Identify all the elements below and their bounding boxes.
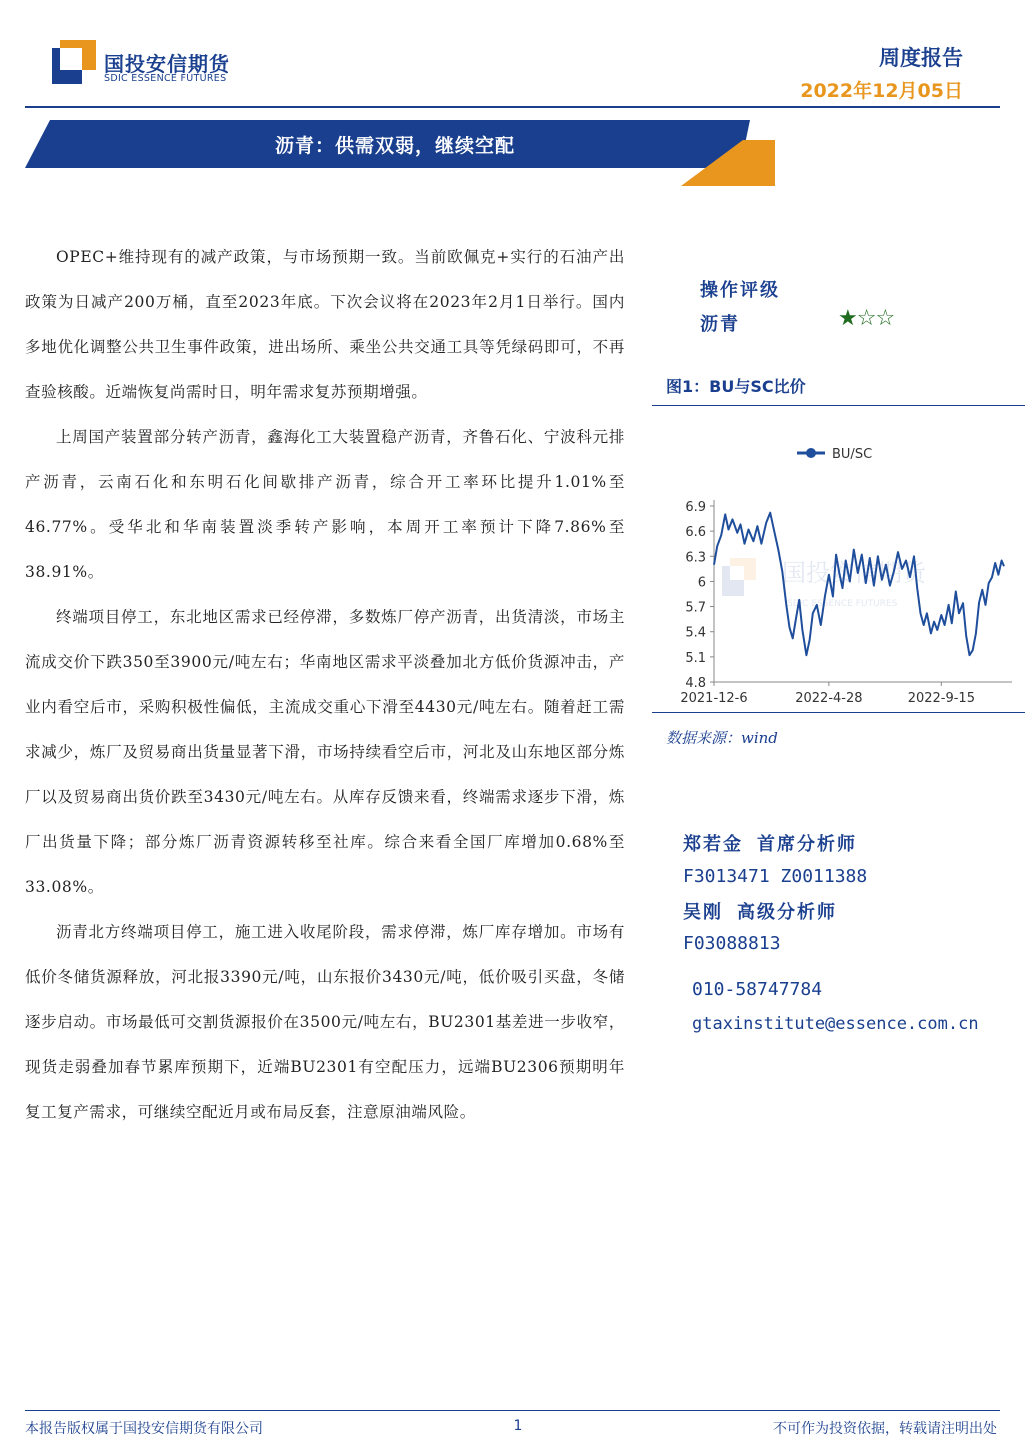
x-tick-label: 2022-4-28 — [795, 691, 863, 706]
body-paragraph: OPEC+维持现有的减产政策，与市场预期一致。当前欧佩克+实行的石油产出政策为日减产200万桶，直至2023年底。下次会议将在2023年2月1日举行。国内多地优化调整公共卫生事件政策，进出场所、乘坐公共交通工具等凭绿码即可，不再查验核酸。近端恢复尚需时日，明年需求复苏预期增强。 — [25, 248, 625, 401]
figure-rule-bottom — [652, 712, 1025, 713]
analyst-2 — [683, 898, 837, 924]
rating-item: 沥青 — [700, 314, 740, 335]
analyst-license: F03088813 — [683, 933, 781, 954]
watermark-text-en: SDIC ESSENCE FUTURES — [787, 599, 898, 609]
contact-email[interactable]: gtaxinstitute@essence.com.cn — [692, 1014, 979, 1034]
y-tick-label: 6 — [697, 575, 706, 591]
figure-title: 图1：BU与SC比价 — [666, 377, 806, 396]
report-body — [25, 235, 625, 1135]
y-tick-label: 5.7 — [685, 600, 706, 616]
y-tick-label: 6.9 — [685, 500, 706, 515]
analyst-role: 高级分析师 — [737, 902, 837, 923]
rating-stars: ★☆☆ — [838, 306, 895, 331]
y-ticks — [685, 500, 714, 691]
analyst-license: F3013471 Z0011388 — [683, 866, 868, 887]
analyst-name: 吴刚 — [683, 902, 723, 923]
y-tick-label: 5.4 — [685, 625, 706, 641]
watermark-text: 国投安信期货 — [782, 559, 926, 587]
body-paragraph: 沥青北方终端项目停工，施工进入收尾阶段，需求停滞，炼厂库存增加。市场有低价冬储货源释放，河北报3390元/吨，山东报价3430元/吨，低价吸引买盘，冬储逐步启动。市场最低可交割货源报价在3500元/吨左右，BU2301基差进一步收窄，现货走弱叠加春节累库预期下，近端BU2301有空配压力，远端BU2306预期明年复工复产需求，可继续空配近月或布局反套，注意原油端风险。 — [25, 923, 625, 1121]
chart-legend — [797, 447, 872, 462]
footer-disclaimer: 不可作为投资依据，转载请注明出处 — [773, 1421, 997, 1437]
x-tick-label: 2022-9-15 — [907, 691, 975, 706]
footer-rule — [25, 1410, 1000, 1411]
company-name-en: SDIC ESSENCE FUTURES — [104, 73, 227, 84]
report-title: 沥青：供需双弱，继续空配 — [274, 135, 515, 157]
report-date: 2022年12月05日 — [800, 80, 963, 102]
body-paragraph: 上周国产装置部分转产沥青，鑫海化工大装置稳产沥青，齐鲁石化、宁波科元排产沥青，云南石化和东明石化间歇排产沥青，综合开工率环比提升1.01%至46.77%。受华北和华南装置淡季转产影响，本周开工率预计下降7.86%至38.91%。 — [25, 428, 625, 581]
y-tick-label: 4.8 — [685, 676, 706, 691]
analyst-role: 首席分析师 — [757, 834, 857, 855]
rating-title: 操作评级 — [700, 280, 780, 301]
bu-sc-ratio-chart — [652, 406, 1025, 712]
report-category: 沥青周报 — [787, 155, 868, 177]
company-logo-icon — [52, 40, 96, 84]
analyst-1 — [683, 830, 857, 856]
x-tick-label: 2021-12-6 — [680, 691, 748, 706]
legend-marker — [806, 448, 816, 458]
page-number: 1 — [513, 1418, 523, 1434]
footer-copyright: 本报告版权属于国投安信期货有限公司 — [25, 1421, 263, 1437]
contact-phone: 010-58747784 — [692, 979, 823, 1000]
y-tick-label: 5.1 — [685, 650, 706, 666]
x-ticks — [680, 682, 975, 706]
legend-label: BU/SC — [832, 447, 873, 462]
y-tick-label: 6.3 — [685, 550, 706, 566]
body-paragraph: 终端项目停工，东北地区需求已经停滞，多数炼厂停产沥青，出货清淡，市场主流成交价下跌350至3900元/吨左右；华南地区需求平淡叠加北方低价货源冲击，产业内看空后市，采购积极性偏低，主流成交重心下滑至4430元/吨左右。随着赶工需求减少，炼厂及贸易商出货量显著下滑，市场持续看空后市，河北及山东地区部分炼厂以及贸易商出货价跌至3430元/吨左右。从库存反馈来看，终端需求逐步下滑，炼厂出货量下降；部分炼厂沥青资源转移至社库。综合来看全国厂库增加0.68%至33.08%。 — [25, 608, 625, 896]
analyst-name: 郑若金 — [683, 834, 743, 855]
data-source: 数据来源：wind — [666, 729, 778, 747]
header-rule — [25, 106, 1000, 108]
y-tick-label: 6.6 — [685, 525, 706, 541]
report-type: 周度报告 — [879, 46, 963, 70]
company-name-cn: 国投安信期货 — [104, 52, 230, 76]
